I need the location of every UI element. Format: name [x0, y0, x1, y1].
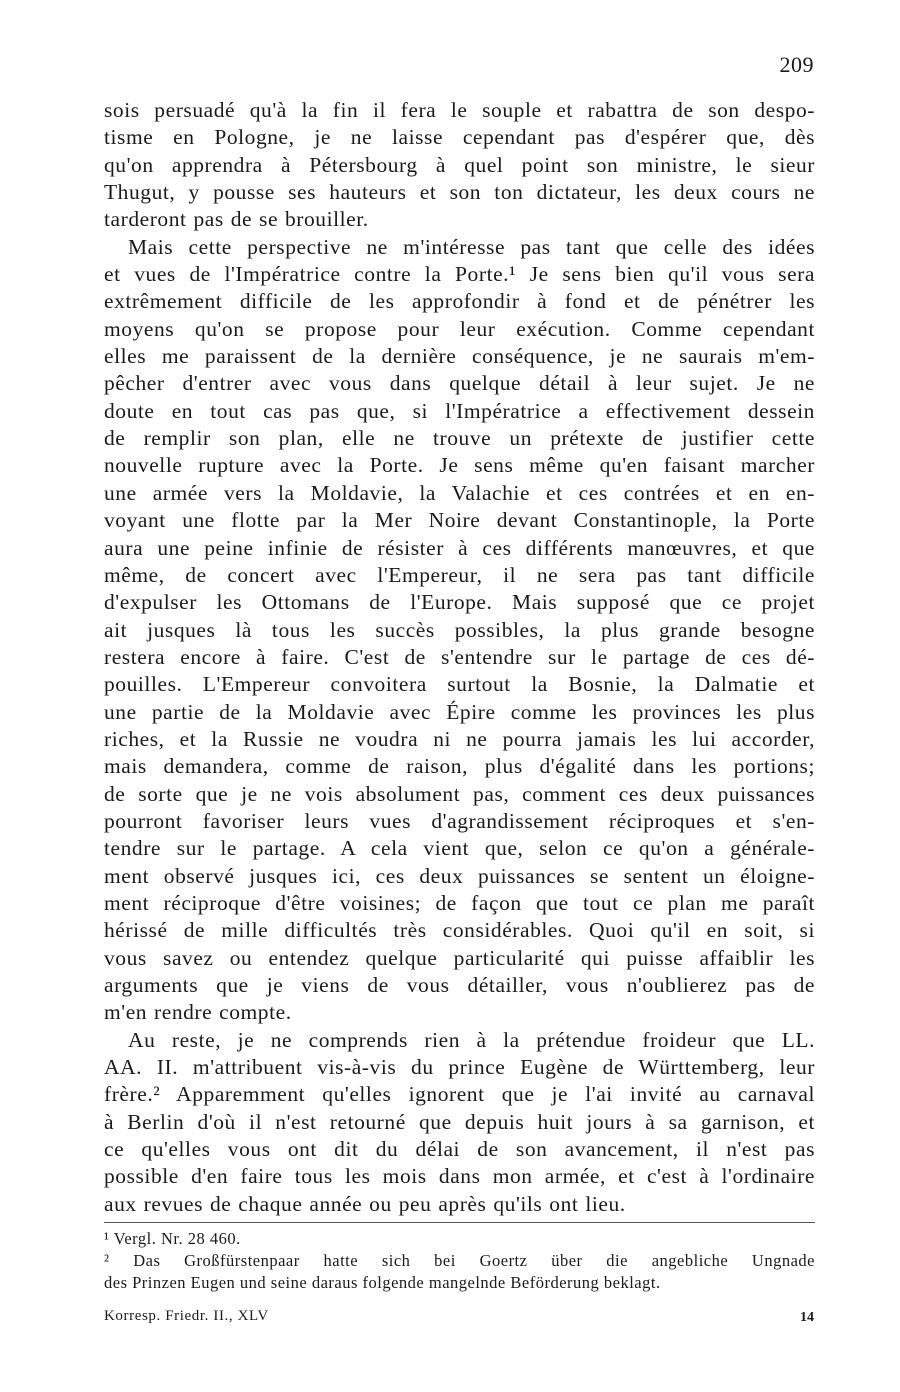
body-line: Au reste, je ne comprends rien à la prétendue froideur que LL. [128, 1027, 815, 1052]
body-line: qu'on apprendra à Pétersbourg à quel point son ministre, le sieur [104, 152, 815, 177]
body-line: vous savez ou entendez quelque particularité qui puisse affaiblir les [104, 945, 815, 970]
body-line: ait jusques là tous les succès possibles, la plus grande besogne [104, 617, 815, 642]
body-line: hérissé de mille difficultés très considérables. Quoi qu'il en soit, si [104, 918, 815, 943]
body-line: tarderont pas de se brouiller. [104, 207, 369, 232]
body-line: aux revues de chaque année ou peu après qu'ils ont lieu. [104, 1191, 626, 1216]
signature-mark: Korresp. Friedr. II., XLV [104, 1308, 269, 1324]
footnote-divider [104, 1222, 815, 1223]
body-line: pêcher d'entrer avec vous dans quelque détail à leur sujet. Je ne [104, 371, 815, 396]
body-line: une armée vers la Moldavie, la Valachie et ces contrées et en en- [104, 480, 815, 505]
body-line: sois persuadé qu'à la fin il fera le souple et rabattra de son despo- [104, 98, 815, 122]
body-line: ce qu'elles vous ont dit du délai de son avancement, il n'est pas [104, 1137, 815, 1162]
body-line: mais demandera, comme de raison, plus d'égalité dans les portions; [104, 754, 815, 779]
body-line: ment observé jusques ici, ces deux puissances se sentent un éloigne- [104, 863, 815, 888]
body-line: riches, et la Russie ne voudra ni ne pourra jamais les lui accorder, [104, 726, 815, 751]
body-line: à Berlin d'où il n'est retourné que depuis huit jours à sa garnison, et [104, 1109, 815, 1134]
body-line: pourront favoriser leurs vues d'agrandissement réciproques et s'en- [104, 808, 815, 833]
body-line: pouilles. L'Empereur convoitera surtout la Bosnie, la Dalmatie et [104, 672, 815, 697]
footnotes [104, 1228, 815, 1294]
sheet-number: 14 [800, 1310, 814, 1325]
body-line: Thugut, y pousse ses hauteurs et son ton dictateur, les deux cours ne [104, 180, 815, 205]
body-line: moyens qu'on se propose pour leur exécution. Comme cependant [104, 316, 815, 341]
footnote-2-continued: des Prinzen Eugen und seine daraus folgende mangelnde Beförderung beklagt. [104, 1273, 661, 1292]
body-line: possible d'en faire tous les mois dans mon armée, et c'est à l'ordinaire [104, 1164, 815, 1189]
body-line: même, de concert avec l'Empereur, il ne sera pas tant difficile [104, 562, 815, 587]
body-text [104, 97, 815, 1218]
body-line: AA. II. m'attribuent vis-à-vis du prince Eugène de Württemberg, leur [104, 1055, 815, 1080]
body-line: restera encore à faire. C'est de s'entendre sur le partage de ces dé- [104, 644, 815, 669]
body-line: de sorte que je ne vois absolument pas, comment ces deux puissances [104, 781, 815, 806]
body-line: et vues de l'Impératrice contre la Porte.¹ Je sens bien qu'il vous sera [104, 262, 815, 287]
body-line: frère.² Apparemment qu'elles ignorent que je l'ai invité au carnaval [104, 1082, 815, 1107]
body-line: une partie de la Moldavie avec Épire comme les provinces les plus [104, 699, 815, 724]
body-line: elles me paraissent de la dernière conséquence, je ne saurais m'em- [104, 344, 815, 369]
body-line: extrêmement difficile de les approfondir à fond et de pénétrer les [104, 289, 815, 314]
body-line: de remplir son plan, elle ne trouve un prétexte de justifier cette [104, 426, 815, 451]
body-line: nouvelle rupture avec la Porte. Je sens même qu'en faisant marcher [104, 453, 815, 478]
body-line: d'expulser les Ottomans de l'Europe. Mais supposé que ce projet [104, 590, 815, 615]
footnote-2: ² Das Großfürstenpaar hatte sich bei Goertz über die angebliche Ungnade [104, 1251, 815, 1270]
body-line: m'en rendre compte. [104, 1000, 292, 1025]
body-line: tendre sur le partage. A cela vient que, selon ce qu'on a générale- [104, 836, 815, 861]
body-line: aura une peine infinie de résister à ces différents manœuvres, et que [104, 535, 815, 560]
body-line: voyant une flotte par la Mer Noire devant Constantinople, la Porte [104, 508, 815, 533]
page-number: 209 [779, 52, 814, 77]
body-line: arguments que je viens de vous détailler, vous n'oublierez pas de [104, 973, 815, 997]
body-line: ment réciproque d'être voisines; de façon que tout ce plan me paraît [104, 890, 815, 915]
body-line: tisme en Pologne, je ne laisse cependant pas d'espérer que, dès [104, 125, 815, 150]
body-line: doute en tout cas pas que, si l'Impératrice a effectivement dessein [104, 398, 815, 423]
body-line: Mais cette perspective ne m'intéresse pas tant que celle des idées [128, 234, 815, 259]
footnote-1: ¹ Vergl. Nr. 28 460. [104, 1229, 241, 1248]
